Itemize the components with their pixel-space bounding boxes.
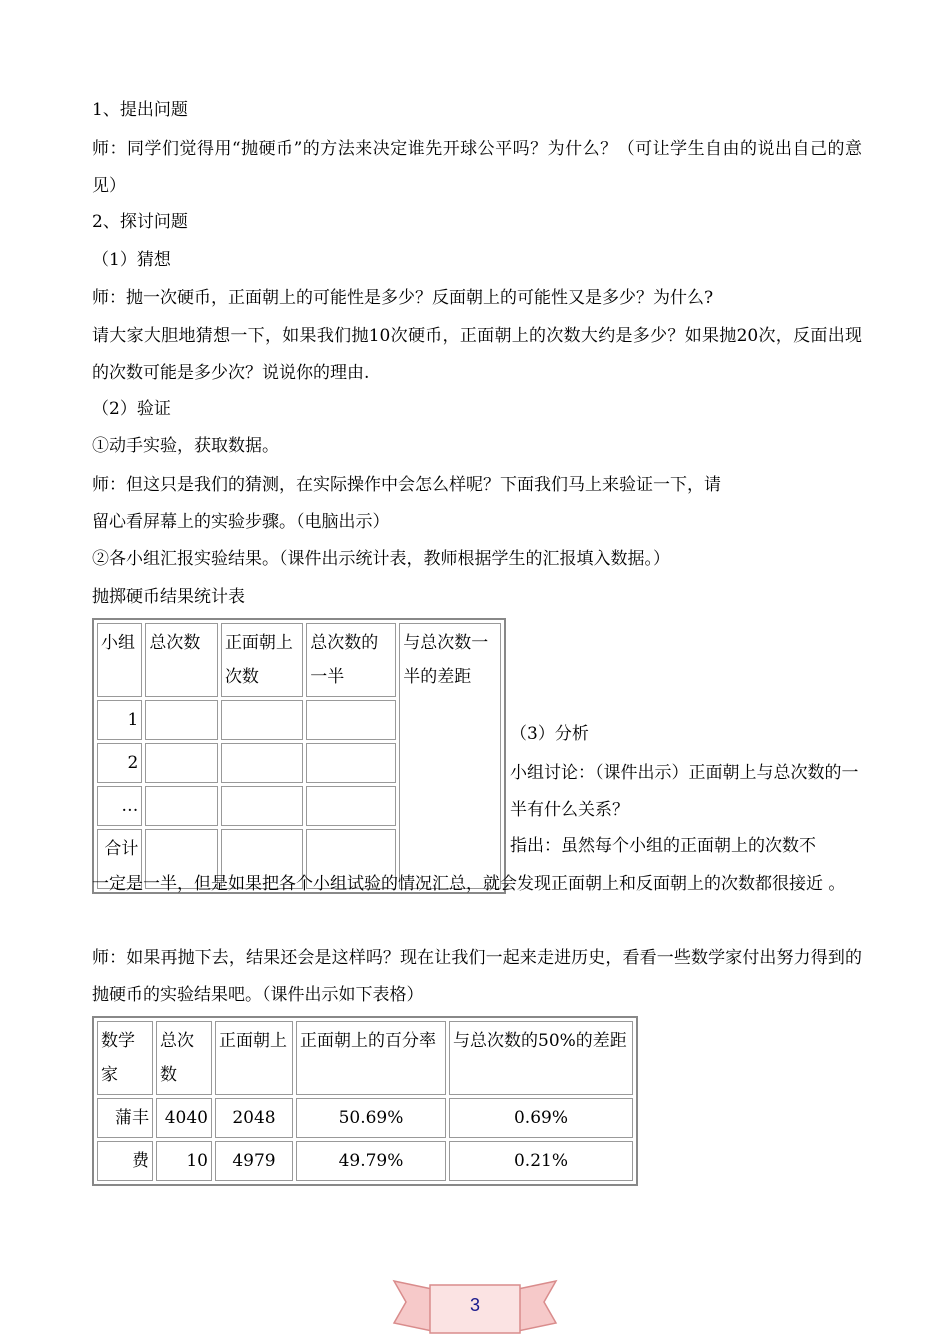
paragraph-teacher-question: 师：同学们觉得用“抛硬币”的方法来决定谁先开球公平吗？为什么？（可让学生自由的说出自己的意见）	[92, 139, 862, 196]
table-row	[97, 1098, 633, 1138]
table1-cell	[145, 786, 218, 826]
paragraph-history: 师：如果再抛下去，结果还会是这样吗？现在让我们一起来走进历史，看看一些数学家付出努力得到的抛硬币的实验结果吧。（课件出示如下表格）	[92, 948, 862, 1005]
paragraph-guess-prompt: 请大家大胆地猜想一下，如果我们抛10次硬币，正面朝上的次数大约是多少？如果抛20次，反面出现的次数可能是多少次？说说你的理由.	[92, 326, 862, 383]
table2-diff: 0.69%	[449, 1098, 633, 1138]
heading-raise-question: 1、提出问题	[92, 100, 188, 120]
table1-row-label: 2	[97, 743, 142, 783]
paragraph-verify-line1: 师：但这只是我们的猜测，在实际操作中会怎么样呢？下面我们马上来验证一下，请	[92, 475, 721, 495]
table1-cell	[221, 700, 303, 740]
table1-cell	[145, 700, 218, 740]
table2-total: 4040	[156, 1098, 212, 1138]
mathematicians-table	[92, 1016, 638, 1186]
table1-header-heads: 正面朝上次数	[221, 623, 303, 697]
table1-cell	[221, 743, 303, 783]
table-row	[97, 1141, 633, 1181]
table1-header-group: 小组	[97, 623, 142, 697]
table2-header-heads: 正面朝上	[215, 1021, 293, 1095]
page-number-ribbon	[392, 1275, 558, 1337]
table1-row-label: …	[97, 786, 142, 826]
table1-header-total: 总次数	[145, 623, 218, 697]
table2-rate: 49.79%	[296, 1141, 446, 1181]
table2-header-diff: 与总次数的50%的差距	[449, 1021, 633, 1095]
paragraph-point-out-rest: 一定是一半，但是如果把各个小组试验的情况汇总，就会发现正面朝上和反面朝上的次数都很接近 。	[92, 874, 846, 894]
table2-diff: 0.21%	[449, 1141, 633, 1181]
table1-cell	[145, 743, 218, 783]
heading-explore-question: 2、探讨问题	[92, 212, 188, 232]
table2-header-total: 总次数	[156, 1021, 212, 1095]
table2-name: 费	[97, 1141, 153, 1181]
table2-name: 蒲丰	[97, 1098, 153, 1138]
heading-analyze: （3）分析	[510, 724, 589, 744]
table1-cell	[306, 700, 396, 740]
table2-heads: 2048	[215, 1098, 293, 1138]
table1-cell	[306, 786, 396, 826]
table1-cell	[306, 743, 396, 783]
paragraph-point-out-start: 指出：虽然每个小组的正面朝上的次数不	[510, 836, 816, 856]
coin-results-table	[92, 618, 506, 894]
table2-heads: 4979	[215, 1141, 293, 1181]
table1-header-diff: 与总次数一半的差距	[399, 623, 501, 889]
table2-total: 10	[156, 1141, 212, 1181]
table1-cell	[221, 786, 303, 826]
step-report-results: ②各小组汇报实验结果。（课件出示统计表，教师根据学生的汇报填入数据。）	[92, 549, 670, 569]
table2-header-rate: 正面朝上的百分率	[296, 1021, 446, 1095]
step-experiment: ①动手实验，获取数据。	[92, 436, 279, 456]
table-caption: 抛掷硬币结果统计表	[92, 587, 245, 607]
paragraph-group-discussion: 小组讨论：（课件出示）正面朝上与总次数的一半有什么关系？	[510, 763, 859, 820]
table2-header-mathematician: 数学家	[97, 1021, 153, 1095]
table1-header-half: 总次数的一半	[306, 623, 396, 697]
table2-rate: 50.69%	[296, 1098, 446, 1138]
table1-row-label: 1	[97, 700, 142, 740]
page-number: 3	[469, 1295, 480, 1315]
paragraph-verify-line2: 留心看屏幕上的实验步骤。（电脑出示）	[92, 512, 390, 532]
heading-guess: （1）猜想	[92, 250, 171, 270]
paragraph-probability-question: 师：抛一次硬币，正面朝上的可能性是多少？反面朝上的可能性又是多少？为什么?	[92, 288, 714, 308]
heading-verify: （2）验证	[92, 399, 171, 419]
table1-row-label: 合计	[97, 829, 142, 889]
